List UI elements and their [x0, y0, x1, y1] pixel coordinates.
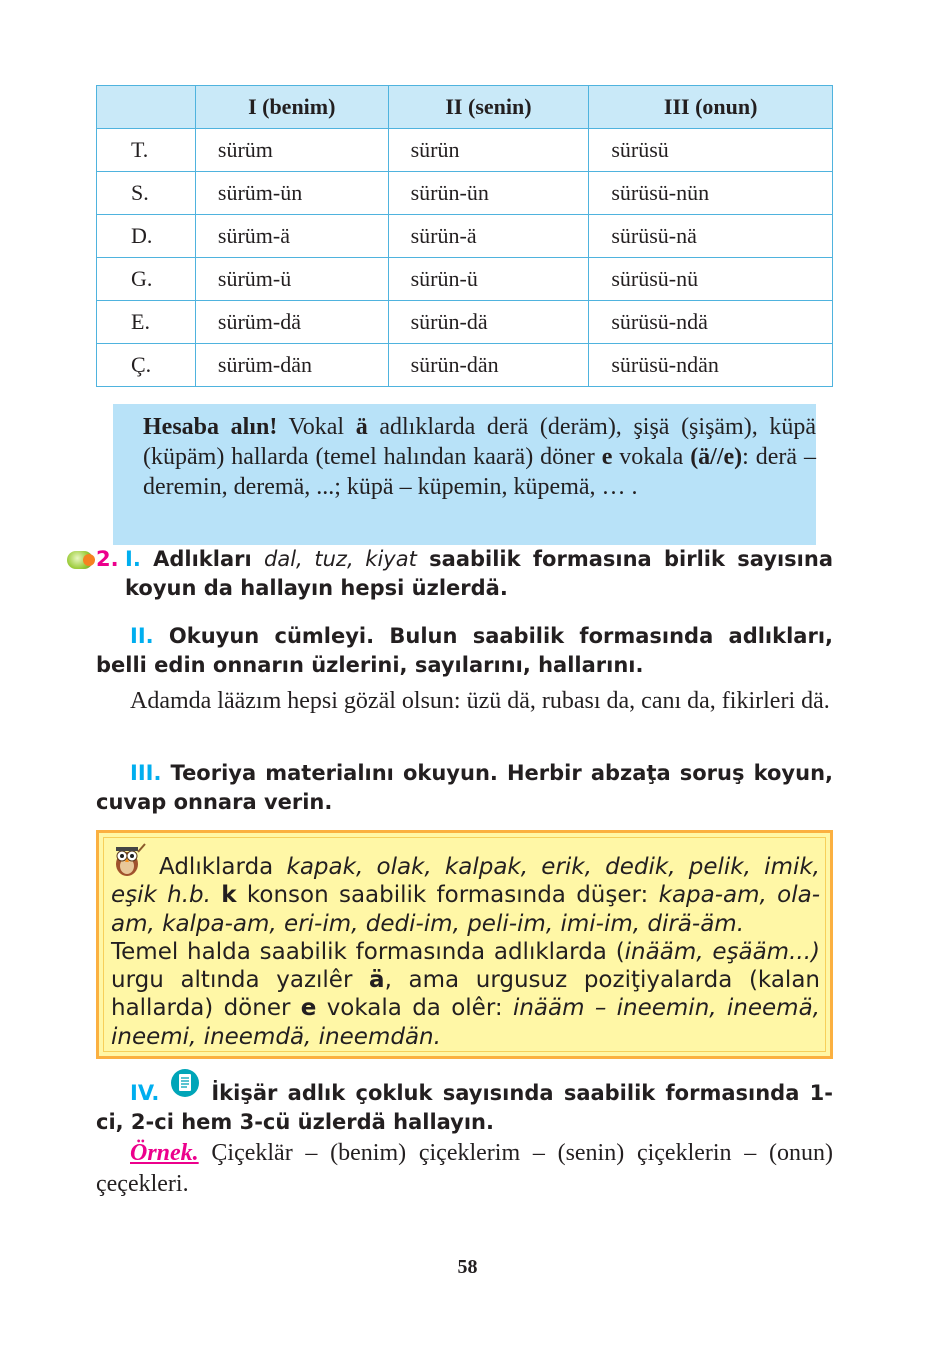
rule-bold: ä [369, 967, 385, 994]
rule-text-part: konson saabilik formasında düşer: [236, 882, 659, 909]
table-row [97, 215, 833, 258]
rule-text-part: vokala da olêr: [316, 995, 513, 1022]
hesaba-alin-note [113, 404, 816, 545]
table-cell: sürün-ün [388, 172, 589, 215]
table-row [97, 258, 833, 301]
note-bold: e [601, 444, 613, 470]
table-header-cell: I (benim) [195, 86, 388, 129]
rule-italic: inääm, eşääm...) [624, 938, 820, 965]
rule-text-part: , ama urgusuz poziţiyalarda (kalan hallarda) döner [111, 967, 820, 1022]
exercise-number: 2. [96, 547, 119, 571]
table-cell: sürüm-ün [195, 172, 388, 215]
note-text: : derä – deremin, deremä, ...; küpä – küpemin, küpemä, … . [143, 444, 816, 500]
note-bold: ä [355, 414, 368, 440]
rule-bold: e [300, 995, 317, 1022]
exercise-text: Okuyun cümleyi. Bulun saabilik formasında adlıkları, belli edin onnarın üzlerini, sayılarını, hallarını. [96, 624, 833, 677]
table-cell: sürüm-ä [195, 215, 388, 258]
table-cell: sürüsü-nün [589, 172, 833, 215]
case-label: Ç. [97, 344, 196, 387]
case-label: E. [97, 301, 196, 344]
table-cell: sürüsü [589, 129, 833, 172]
note-text: adlıklarda derä (deräm), şişä (şişäm), küpä (küpäm) hallarda (temel halından kaarä) döner [143, 414, 817, 470]
rule-italic: kapak, olak, kalpak, erik, dedik, pelik, imik, eşik h.b. [111, 854, 820, 909]
table-cell: sürün-dä [388, 301, 589, 344]
table-cell: sürüsü-nä [589, 215, 833, 258]
table-cell: sürün-dän [388, 344, 589, 387]
exercise-2-part-1 [96, 545, 833, 603]
exercise-2-part-2 [96, 622, 833, 680]
table-cell: sürün-ä [388, 215, 589, 258]
example-text: Çiçeklär – (benim) çiçeklerim – (senin) çiçeklerin – (onun) çeçekleri. [96, 1140, 833, 1197]
note-title: Hesaba alın! [143, 414, 278, 440]
rule-box [96, 830, 833, 1059]
exercise-text: Adlıkları [140, 547, 264, 571]
case-label: S. [97, 172, 196, 215]
exercise-2-part-3 [96, 759, 833, 817]
table-cell: sürüm [195, 129, 388, 172]
note-text: vokala [612, 444, 691, 470]
table-cell: sürüsü-ndän [589, 344, 833, 387]
rule-text-part: Adlıklarda [159, 854, 287, 880]
rule-text-part [211, 882, 221, 908]
owl-icon [112, 842, 146, 878]
exercise-text: İkişär adlık çokluk sayısında saabilik formasında 1-ci, 2-ci hem 3-cü üzlerdä hallayın. [96, 1081, 833, 1134]
table-header-row [97, 86, 833, 129]
table-header-cell: III (onun) [589, 86, 833, 129]
table-row [97, 344, 833, 387]
example-label: Örnek. [130, 1140, 199, 1166]
case-label: T. [97, 129, 196, 172]
exercise-text: Teoriya materialını okuyun. Herbir abzaţa soruş koyun, cuvap onnara verin. [96, 761, 833, 814]
table-cell: sürün-ü [388, 258, 589, 301]
table-cell: sürüsü-nü [589, 258, 833, 301]
case-label: D. [97, 215, 196, 258]
table-row [97, 129, 833, 172]
page-number: 58 [457, 1256, 478, 1278]
rule-italic: inääm – ineemin, ineemä, ineemi, ineemdä, ineemdän. [111, 995, 820, 1050]
exercise-2-part-4 [96, 1079, 833, 1137]
exercise-dot-icon [83, 554, 95, 566]
exercise-text: saabilik formasına birlik sayısına koyun da hallayın hepsi üzlerdä. [125, 547, 834, 600]
example-sentence: Adamda lääzım hepsi gözäl olsun: üzü dä, rubası da, canı da, fikirleri dä. [130, 688, 830, 714]
table-cell: sürüm-dän [195, 344, 388, 387]
exercise-italic: dal, tuz, kiyat [264, 547, 417, 571]
table-header-cell: II (senin) [388, 86, 589, 129]
table-header-cell [97, 86, 196, 129]
table-row [97, 172, 833, 215]
rule-text [111, 853, 820, 1051]
exercise-roman: III. [130, 761, 162, 785]
rule-text-part: Temel halda saabilik formasında adlıklarda ( [111, 938, 625, 965]
exercise-roman: I. [125, 547, 141, 571]
rule-text-part: urgu altında yazılêr [111, 967, 370, 994]
table-row [97, 301, 833, 344]
rule-bold: k [221, 882, 237, 909]
table-cell: sürüm-ü [195, 258, 388, 301]
note-text: Vokal [277, 414, 356, 440]
rule-italic: kapa-am, ola-am, kalpa-am, eri-im, dedi-im, peli-im, imi-im, dirä-äm. [111, 882, 821, 937]
table-cell: sürüm-dä [195, 301, 388, 344]
exercise-roman: II. [130, 624, 154, 648]
note-bold: (ä//e) [690, 444, 743, 470]
table-cell: sürüsü-ndä [589, 301, 833, 344]
example-block [96, 1138, 833, 1200]
table-cell: sürün [388, 129, 589, 172]
case-label: G. [97, 258, 196, 301]
declension-table [96, 85, 833, 387]
exercise-roman: IV. [130, 1081, 160, 1105]
